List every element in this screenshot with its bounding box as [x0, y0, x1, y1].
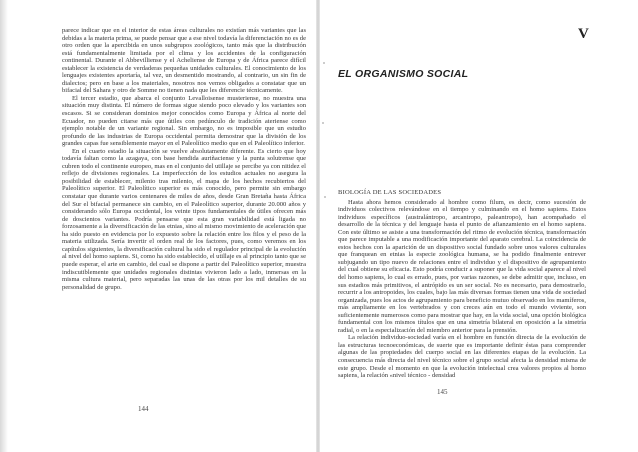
right-paragraph-1: Hasta ahora hemos considerado al hombre como filum, es decir, como sucesión de individuos colectivos relevándose en el tiempo y culminando en el homo sapiens. Estos individuos específicos (australántropo, arcantropo, paleantropo), han acompañado el desarrollo de la técnica y del lenguaje hasta el punto de afianzamiento en el homo sapiens. Con este último se asiste a una transformación del ritmo de evolución técnica, transformación que parece imputable a una modificación importante del aparato cerebral. La coincidencia de estos hechos con la aparición de un dispositivo social fundado sobre unos valores culturales que franquean en etnias la especie zoológica humana, se ha podido finalmente entrever subjugando un tipo nuevo de relaciones entre el individuo y el dispositivo de agrupamiento del cual obtiene su eficacia. Esto podría conducir a suponer que la vida social aparece al nivel del homo sapiens, lo cual es errado, pues, por varias razones, se debe admitir que, incluso, en sus estadios más primitivos, el antrópido es un ser social. No es necesario, para demostrarlo, recurrir a los antropoides, los cuales, bajo las más diversas formas tienen una vida de sociedad organizada, pues los actos de agrupamiento para beneficio mutuo observado en los mamíferos, más ampliamente en los vertebrados y con creces aún en todo el mundo viviente, son suficientemente numerosos como para mostrar que hay, en la vida social, una opción biológica fundamental con los mismos títulos que en una simetría bilateral en oposición a la simetría radial, o en la especialización del miembro anterior para la prensión. — [338, 198, 586, 334]
left-paragraph-3: En el cuarto estadio la situación se vuelve absolutamente diferente. Es cierto que hoy todavía faltan como la azagaya, con base hendida auriñaciense y la punta solutrense que cubren todo el continente europeo, mas en el conjunto del utillaje se percibe ya con nitidez el reflejo de divisiones regionales. La imperfección de los estudios actuales no asegura la posibilidad de establecer, milenio tras milenio, el mapa de los hechos recubiertos del Paleolítico superior. El Paleolítico superior es más conocido, pero permite sin embargo constatar que durante varios centenares de miles de años, desde Gran Bretaña hasta África del Sur el bifacial permanece sin cambio, en el Paleolítico superior, durante 20.000 años y considerando sólo Europa occidental, los veinte tipos fundamentales de útiles ofrecen más de doscientos variantes. Podría pensarse que esta gran variabilidad está ligada no forzosamente a la diversificación de las etnias, sino al mismo movimiento de aceleración que ha sido puesto en evidencia por lo expuesto sobre la relación entre los filos y el peso de la materia utilizada. Sería invertir el orden real de los factores, pues, como veremos en los capítulos siguientes, la diversificación cultural ha sido el regulador principal de la evolución al nivel del homo sapiens. Si, como ha sido establecido, el utillaje es al principio tanto que se puede esperar, el arte en cambio, del cual se dispone a partir del Paleolítico superior, muestra indiscutiblemente que unidades regionales distintas vivieron lado a lado, inmersas en la misma cultura material, pero separadas las unas de las otras por los mil detalles de su personalidad de grupo. — [62, 147, 306, 291]
section-heading: BIOLOGÍA DE LAS SOCIEDADES — [338, 189, 442, 196]
right-page-text — [338, 189, 586, 380]
scan-speck — [324, 196, 326, 198]
scan-speck — [323, 62, 325, 64]
scan-speck — [322, 122, 324, 124]
left-page — [0, 0, 318, 452]
left-paragraph-1: parece indicar que en el interior de estas áreas culturales no existían más variantes que las debidas a la materia prima, se puede pensar que a ese nivel todavía la diferenciación no es de otro orden que la apercibida en unos subgrupos zoológicos, tanto más que la distribución está fundamentalmente limitada por el clima y los accidentes de la configuración continental. Durante el Abbevilliense y el Acheliense de Europa y de África parece difícil establecer la existencia de verdaderas pequeñas unidades culturales. El conocimiento de los lenguajes existentes aportaría, tal vez, un desmentido mostrando, al contrario, un sin fin de dialectos; pero en base a los materiales, nosotros nos vemos obligados a constatar que un bifacial del Sahara y otro de Somme no tienen nada que les diferencie técnicamente. — [62, 27, 306, 95]
left-page-text — [62, 27, 306, 291]
right-paragraph-2: La relación individuo-sociedad varía en el hombre en función directa de la evolución de las estructuras tecnoeconómicas, de suerte que es importante definir éstas para comprender algunas de las propiedades del cuerpo social en las diferentes etapas de la evolución. La consecuencia más directa del nivel técnico sobre el grupo social afecta la densidad misma de este grupo. Desde el momento en que la evolución intelectual crea valores propios al homo sapiens, la relación «nivel técnico - densidad — [338, 334, 586, 380]
chapter-number: V — [578, 26, 589, 42]
chapter-title: EL ORGANISMO SOCIAL — [338, 68, 469, 80]
left-edge-shadow — [0, 0, 8, 452]
left-page-number: 144 — [138, 405, 149, 413]
right-page-number: 145 — [437, 388, 448, 396]
left-paragraph-2: El tercer estadio, que abarca el conjunto Levalloisense musteriense, no muestra una situación muy distinta. El número de formas sigue siendo poco elevado y los variantes son escasos. Si se consideran dominios mejor conocidos como Europa y África al norte del Ecuador, no pueden citarse más que útiles con pedúnculo de tradición ateriense como ejemplo notable de un variante regional. Sin embargo, no es imposible que un estudio profundo de las industrias de Europa occidental permita demostrar que la división de los grandes capas fue sensiblemente mayor en el Paleolítico medio que en el Paleolítico inferior. — [62, 94, 306, 148]
